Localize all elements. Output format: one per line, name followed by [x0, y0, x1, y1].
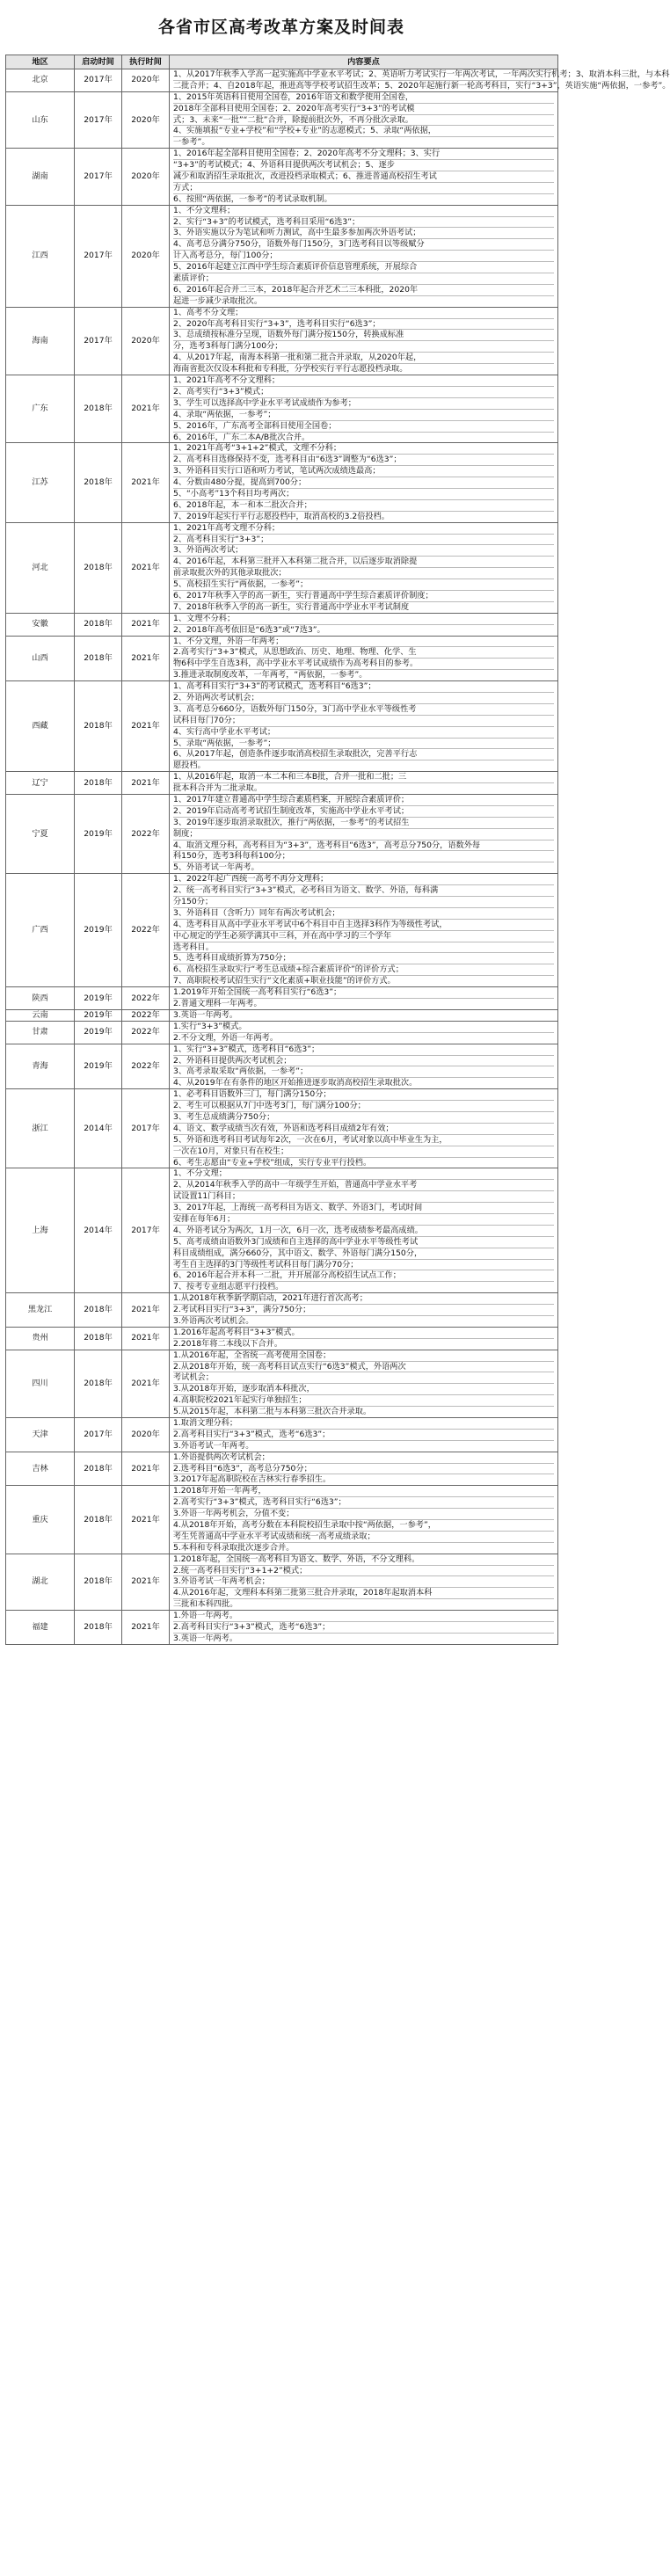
key-point-line: 中心规定的学生必须学满其中三科，并在高中学习的三个学年	[173, 930, 554, 942]
key-points-cell	[170, 1486, 558, 1554]
region-cell: 天津	[6, 1418, 75, 1452]
key-point-line: 1、2021年高考不分文理科；	[173, 375, 280, 386]
key-point-line: “3+3”的考试模式；4、外语科目提供两次考试机会；5、逐步	[173, 159, 554, 171]
table-row	[6, 149, 558, 205]
key-point-line: 2.选考科目“6选3”，高考总分750分；	[173, 1463, 554, 1474]
start-time-cell: 2019年	[75, 1021, 122, 1044]
key-point-line: 1.2018年开始一年两考，	[173, 1486, 266, 1496]
exec-time-cell: 2021年	[122, 522, 170, 613]
key-points-cell	[170, 1009, 558, 1021]
key-point-line: 4、从2019年在有条件的地区开始推进逐步取消高校招生录取批次。	[173, 1077, 554, 1088]
table-row	[6, 443, 558, 522]
key-point-line: 6、2016年，广东二本A/B批次合并。	[173, 432, 554, 443]
exec-time-cell: 2021年	[122, 772, 170, 795]
table-row	[6, 1452, 558, 1486]
key-point-line: 7、高职院校考试招生实行“文化素质+职业技能”的评价方式。	[173, 975, 554, 986]
start-time-cell: 2018年	[75, 772, 122, 795]
key-point-line: 一次在10月，对象只有在校生；	[173, 1146, 554, 1157]
key-point-line: 2.从2018年开始，统一高考科目试点实行“6选3”模式，外语两次	[173, 1361, 554, 1372]
region-cell: 云南	[6, 1009, 75, 1021]
table-header	[6, 55, 558, 69]
key-point-line: 2.普通文理科一年两考。	[173, 998, 554, 1009]
region-cell: 陕西	[6, 987, 75, 1010]
key-point-line: 4、2016年起，本科第三批并入本科第二批合并，以后逐步取消除提	[173, 556, 554, 567]
table-row	[6, 1293, 558, 1328]
region-cell: 贵州	[6, 1327, 75, 1350]
region-cell: 北京	[6, 69, 75, 92]
key-point-line: 1、从2016年起，取消一本二本和三本B批，合并一批和二批；三	[173, 772, 407, 782]
start-time-cell: 2018年	[75, 522, 122, 613]
region-cell: 山西	[6, 636, 75, 681]
key-point-line: 5.从2015年起，本科第二批与本科第三批次合并录取。	[173, 1406, 554, 1417]
start-time-cell: 2018年	[75, 613, 122, 636]
table-row	[6, 69, 558, 92]
key-point-line: 科目成绩组成，满分660分，其中语文、数学、外语每门满分150分，	[173, 1248, 554, 1259]
exec-time-cell: 2021年	[122, 1611, 170, 1645]
key-points-cell	[170, 1021, 558, 1044]
header-start-time: 启动时间	[75, 55, 122, 69]
key-point-line: 2.考试科目实行“3+3”，满分750分；	[173, 1304, 554, 1315]
table-row	[6, 681, 558, 772]
region-cell: 西藏	[6, 681, 75, 772]
region-cell: 湖南	[6, 149, 75, 205]
key-point-line: 6、2016年起合并二三本，2018年起合并艺术二三本科批，2020年	[173, 284, 554, 295]
region-cell: 广西	[6, 874, 75, 987]
key-point-line: 海南省批次仅设本科批和专科批，分学校实行平行志愿投档录取。	[173, 363, 554, 375]
table-row	[6, 91, 558, 148]
key-point-line: 3、外语两次考试；	[173, 544, 554, 556]
region-cell: 广东	[6, 375, 75, 443]
key-points-cell	[170, 1452, 558, 1486]
key-point-line: 1、2022年起广西统一高考不再分文理科；	[173, 874, 329, 884]
key-points-cell	[170, 681, 558, 772]
key-point-line: 安排在每年6月；	[173, 1213, 554, 1225]
exec-time-cell: 2021年	[122, 1350, 170, 1417]
table-row	[6, 1327, 558, 1350]
key-point-line: 6、2017年秋季入学的高一新生，实行普通高中学生综合素质评价制度；	[173, 590, 554, 601]
key-point-line: 4、外语考试分为两次，1月一次，6月一次，选考成绩参考最高成绩。	[173, 1225, 554, 1236]
key-point-line: 1.从2016年起，全省统一高考使用全国卷；	[173, 1350, 331, 1360]
key-point-line: 7、2018年秋季入学的高一新生，实行普通高中学业水平考试制度	[173, 601, 554, 613]
key-point-line: 二批合并；4、自2018年起，推进高等学校考试招生改革；5、2020年起施行新一轮高考科目，实行“3+3”，英语实施“两依据，一参考”。	[173, 80, 670, 91]
header-region: 地区	[6, 55, 75, 69]
key-point-line: 2.不分文理，外语一年两考。	[173, 1032, 554, 1044]
exec-time-cell: 2020年	[122, 1418, 170, 1452]
key-point-line: 3、考生总成绩满分750分；	[173, 1111, 554, 1123]
region-cell: 浙江	[6, 1089, 75, 1168]
start-time-cell: 2019年	[75, 987, 122, 1010]
exec-time-cell: 2021年	[122, 636, 170, 681]
table-row	[6, 307, 558, 375]
key-point-line: 1、高考不分文理；	[173, 307, 244, 317]
key-point-line: 2.高考实行“3+3”模式，选考科目实行“6选3”；	[173, 1496, 554, 1508]
table-row	[6, 613, 558, 636]
key-points-cell	[170, 1327, 558, 1350]
page-title: 各省市区高考改革方案及时间表	[157, 18, 404, 37]
table-row	[6, 1009, 558, 1021]
key-point-line: 5、高校招生实行“两依据，一参考”；	[173, 579, 554, 590]
key-point-line: 3、2017年起，上海统一高考科目为语文、数学、外语3门，考试时间	[173, 1202, 554, 1213]
exec-time-cell: 2021年	[122, 1293, 170, 1328]
key-point-line: 考生自主选择的3门等级性考试科目每门满分70分；	[173, 1259, 554, 1270]
key-point-line: 1、从2017年秋季入学高一起实施高中学业水平考试；2、英语听力考试实行一年两次考试，一年两次实行机考；3、取消本科三批，与本科	[173, 69, 670, 79]
key-point-line: 1、文理不分科；	[173, 613, 236, 623]
key-point-line: 分150分；	[173, 896, 554, 907]
table-row	[6, 1044, 558, 1089]
start-time-cell: 2018年	[75, 1327, 122, 1350]
key-point-line: 5、2016年起建立江西中学生综合素质评价信息管理系统，开展综合	[173, 261, 554, 273]
key-points-cell	[170, 69, 670, 92]
key-points-cell	[170, 636, 558, 681]
key-point-line: 6、考生志愿由“专业+学校”组成，实行专业平行投档。	[173, 1157, 554, 1168]
key-point-line: 2.高考实行“3+3”模式，从思想政治、历史、地理、物理、化学、生	[173, 646, 554, 658]
exec-time-cell: 2022年	[122, 1021, 170, 1044]
key-point-line: 试科目每门70分；	[173, 715, 554, 726]
key-point-line: 起进一步减少录取批次。	[173, 295, 554, 307]
key-point-line: 4、高考总分满分750分，语数外每门150分，3门选考科目以等级赋分	[173, 238, 554, 250]
table-row	[6, 1611, 558, 1645]
start-time-cell: 2014年	[75, 1168, 122, 1293]
key-point-line: 4、取消文理分科，高考科目为“3+3”，选考科目“6选3”，高考总分750分，语数外每	[173, 840, 554, 851]
start-time-cell: 2019年	[75, 1009, 122, 1021]
region-cell: 河北	[6, 522, 75, 613]
key-points-cell	[170, 205, 558, 307]
key-point-line: 2、外语科目提供两次考试机会；	[173, 1055, 554, 1066]
key-point-line: 1.2019年开始全国统一高考科目实行“6选3”；	[173, 987, 342, 998]
key-points-cell	[170, 1168, 558, 1293]
start-time-cell: 2019年	[75, 874, 122, 987]
key-point-line: 1、必考科目语数外三门，每门满分150分；	[173, 1089, 331, 1100]
exec-time-cell: 2021年	[122, 1452, 170, 1486]
key-point-line: 2、考生可以根据从7门中选考3门，每门满分100分；	[173, 1100, 554, 1111]
key-point-line: 2.高考科目实行“3+3”模式，选考“6选3”；	[173, 1429, 554, 1440]
key-point-line: 1.取消文理分科；	[173, 1418, 238, 1428]
exec-time-cell: 2021年	[122, 1554, 170, 1610]
key-point-line: 3.外语一年两考机会，分值不变；	[173, 1508, 554, 1519]
key-point-line: 方式；	[173, 182, 554, 193]
exec-time-cell: 2021年	[122, 613, 170, 636]
key-points-cell	[170, 1350, 558, 1417]
key-point-line: 2.统一高考科目实行“3+1+2”模式；	[173, 1565, 554, 1576]
key-point-line: 1、不分文理科；	[173, 205, 236, 215]
region-cell: 甘肃	[6, 1021, 75, 1044]
key-point-line: 2、2018年高考依旧是“6选3”或“7选3”。	[173, 624, 554, 636]
key-point-line: 5、录取“两依据，一参考”；	[173, 738, 554, 749]
exec-time-cell: 2021年	[122, 681, 170, 772]
key-point-line: 3.英语一年两考。	[173, 1009, 238, 1020]
region-cell: 安徽	[6, 613, 75, 636]
key-point-line: 2、高考科目实行“3+3”；	[173, 534, 554, 545]
key-point-line: 7、2019年起实行平行志愿投档中，取消高校的3.2倍投档。	[173, 511, 554, 522]
region-cell: 上海	[6, 1168, 75, 1293]
key-point-line: 3.推进录取制度改革，一年两考，“两依据，一参考”。	[173, 669, 554, 680]
key-point-line: 选考科目。	[173, 942, 554, 953]
key-point-line: 减少和取消招生录取批次，改进投档录取模式；6、推进普通高校招生考试	[173, 171, 554, 182]
key-points-cell	[170, 375, 558, 443]
start-time-cell: 2017年	[75, 69, 122, 92]
key-point-line: 2、从2014年秋季入学的高中一年级学生开始，普通高中学业水平考	[173, 1179, 554, 1190]
key-point-line: 1、不分文理；	[173, 1168, 227, 1179]
table-body	[6, 69, 670, 1645]
key-point-line: 4、选考科目从高中学业水平考试中6个科目中自主选择3科作为等级性考试，	[173, 919, 554, 930]
table-row	[6, 795, 558, 874]
key-point-line: 一参考”。	[173, 136, 554, 148]
exec-time-cell: 2021年	[122, 1486, 170, 1554]
start-time-cell: 2018年	[75, 443, 122, 522]
exec-time-cell: 2020年	[122, 307, 170, 375]
key-point-line: 7、按考专业组志愿平行投档。	[173, 1281, 554, 1292]
key-point-line: 考生凭普通高中学业水平考试成绩和统一高考成绩录取；	[173, 1531, 554, 1542]
key-point-line: 2、实行“3+3”的考试模式，选考科目采用“6选3”；	[173, 216, 554, 228]
key-point-line: 1.2016年起高考科目“3+3”模式。	[173, 1327, 300, 1337]
key-points-cell	[170, 874, 558, 987]
exec-time-cell: 2020年	[122, 69, 170, 92]
start-time-cell: 2017年	[75, 149, 122, 205]
exec-time-cell: 2021年	[122, 443, 170, 522]
exec-time-cell: 2022年	[122, 1044, 170, 1089]
table-row	[6, 1021, 558, 1044]
key-point-line: 6、2016年起合并本科一二批，并开展部分高校招生试点工作；	[173, 1270, 554, 1281]
key-point-line: 1、不分文理，外语一年两考；	[173, 636, 284, 646]
key-point-line: 5、外语考试一年两考。	[173, 862, 554, 873]
table-row	[6, 375, 558, 443]
key-points-cell	[170, 987, 558, 1010]
key-point-line: 4、从2017年起，南海本科第一批和第二批合并录取，从2020年起，	[173, 352, 554, 363]
key-points-cell	[170, 1611, 558, 1645]
region-cell: 江苏	[6, 443, 75, 522]
key-point-line: 愿投档。	[173, 760, 554, 771]
key-point-line: 1.2018年起，全国统一高考科目为语文、数学、外语，不分文理科。	[173, 1554, 420, 1564]
exec-time-cell: 2020年	[122, 205, 170, 307]
key-point-line: 6、高校招生录取实行“考生总成绩+综合素质评价”的评价方式；	[173, 964, 554, 975]
region-cell: 江西	[6, 205, 75, 307]
key-points-cell	[170, 613, 558, 636]
start-time-cell: 2017年	[75, 205, 122, 307]
key-point-line: 2、高考实行“3+3”模式；	[173, 386, 554, 397]
reform-table	[5, 55, 670, 1645]
key-point-line: 4.从2016年起，文理科本科第二批第三批合并录取，2018年起取消本科	[173, 1587, 554, 1598]
region-cell: 宁夏	[6, 795, 75, 874]
table-row	[6, 636, 558, 681]
exec-time-cell: 2022年	[122, 987, 170, 1010]
region-cell: 重庆	[6, 1486, 75, 1554]
key-point-line: 5、外语和选考科目考试每年2次，一次在6月，考试对象以高中毕业生为主，	[173, 1134, 554, 1146]
table-row	[6, 1089, 558, 1168]
key-points-cell	[170, 1293, 558, 1328]
exec-time-cell: 2020年	[122, 149, 170, 205]
key-point-line: 5、2016年，广东高考全部科目使用全国卷；	[173, 420, 554, 432]
key-point-line: 2.2018年将二本线以下合并。	[173, 1338, 554, 1350]
key-point-line: 4.从2018年开始，高考分数在本科院校招生录取中按“两依据，一参考”，	[173, 1519, 554, 1531]
start-time-cell: 2018年	[75, 1293, 122, 1328]
key-point-line: 批本科合并为二批录取。	[173, 782, 554, 794]
table-row	[6, 1350, 558, 1417]
start-time-cell: 2018年	[75, 1350, 122, 1417]
header-exec-time: 执行时间	[122, 55, 170, 69]
start-time-cell: 2018年	[75, 375, 122, 443]
table-row	[6, 1554, 558, 1610]
table-row	[6, 522, 558, 613]
key-point-line: 1、2015年英语科目使用全国卷，2016年语文和数学使用全国卷，	[173, 91, 414, 102]
exec-time-cell: 2022年	[122, 795, 170, 874]
exec-time-cell: 2017年	[122, 1168, 170, 1293]
exec-time-cell: 2021年	[122, 1327, 170, 1350]
key-point-line: 1、实行“3+3”模式，选考科目“6选3”；	[173, 1044, 320, 1054]
key-point-line: 6、按照“两依据，一参考”的考试录取机制。	[173, 193, 554, 205]
key-point-line: 三批和本科四批。	[173, 1598, 554, 1610]
region-cell: 海南	[6, 307, 75, 375]
key-points-cell	[170, 149, 558, 205]
key-point-line: 1、2021年高考“3+1+2”模式，文理不分科；	[173, 443, 342, 454]
start-time-cell: 2018年	[75, 1554, 122, 1610]
key-point-line: 4、实施填报“专业+学校”和“学校+专业”的志愿模式；5、录取“两依据，	[173, 125, 554, 136]
key-point-line: 3、高考总分660分，语数外每门150分，3门高中学业水平等级性考	[173, 703, 554, 715]
key-point-line: 1、2017年建立普通高中学生综合素质档案，开展综合素质评价；	[173, 795, 410, 804]
key-point-line: 3、外语科目（含听力）同年有两次考试机会；	[173, 907, 554, 919]
key-point-line: 3.外语考试一年两考。	[173, 1440, 554, 1452]
table-row	[6, 1486, 558, 1554]
key-point-line: 物6科中学生自选3科，高中学业水平考试成绩作为高考科目的参考。	[173, 658, 554, 669]
region-cell: 黑龙江	[6, 1293, 75, 1328]
key-point-line: 2、2019年启动高考考试招生制度改革，实施高中学业水平考试；	[173, 805, 554, 817]
start-time-cell: 2018年	[75, 681, 122, 772]
key-point-line: 4、录取“两依据，一参考”；	[173, 409, 554, 420]
key-point-line: 1、2021年高考文理不分科；	[173, 522, 280, 533]
key-point-line: 计入高考总分，每门100分；	[173, 250, 554, 261]
start-time-cell: 2017年	[75, 91, 122, 148]
key-point-line: 2、统一高考科目实行“3+3”模式，必考科目为语文、数学、外语，每科满	[173, 884, 554, 896]
key-point-line: 考试机会；	[173, 1372, 554, 1383]
key-point-line: 3、高考录取采取“两依据，一参考”；	[173, 1066, 554, 1077]
start-time-cell: 2018年	[75, 636, 122, 681]
key-points-cell	[170, 1044, 558, 1089]
key-point-line: 分，选考3科每门满分100分；	[173, 340, 554, 352]
key-point-line: 1、高考科目实行“3+3”的考试模式，选考科目“6选3”；	[173, 681, 376, 692]
table-row	[6, 1168, 558, 1293]
key-point-line: 6、2018年起，本一和本二批次合并；	[173, 499, 554, 511]
region-cell: 福建	[6, 1611, 75, 1645]
start-time-cell: 2018年	[75, 1486, 122, 1554]
table-row	[6, 205, 558, 307]
table-row	[6, 987, 558, 1010]
start-time-cell: 2019年	[75, 1044, 122, 1089]
key-point-line: 3.英语一年两考。	[173, 1633, 554, 1644]
start-time-cell: 2018年	[75, 1611, 122, 1645]
key-point-line: 5.本科和专科录取批次逐步合并。	[173, 1542, 554, 1554]
start-time-cell: 2017年	[75, 1418, 122, 1452]
start-time-cell: 2017年	[75, 307, 122, 375]
key-point-line: 3、2019年逐步取消录取批次，推行“两依据，一参考”的考试招生	[173, 817, 554, 828]
key-point-line: 4、分数由480分提，提高到700分；	[173, 477, 554, 488]
key-point-line: 6、从2017年起，创造条件逐步取消高校招生录取批次，完善平行志	[173, 748, 554, 760]
exec-time-cell: 2022年	[122, 874, 170, 987]
key-point-line: 制度；	[173, 828, 554, 840]
key-points-cell	[170, 443, 558, 522]
key-point-line: 5、高考成绩由语数外3门成绩和自主选择的高中学业水平等级性考试	[173, 1236, 554, 1248]
key-point-line: 4、语文、数学成绩当次有效，外语和选考科目成绩2年有效；	[173, 1123, 554, 1134]
key-point-line: 1.实行“3+3”模式。	[173, 1021, 247, 1031]
key-points-cell	[170, 91, 558, 148]
key-point-line: 2018年全部科目使用全国卷；2、2020年高考实行“3+3”的考试模	[173, 103, 554, 114]
key-points-cell	[170, 772, 558, 795]
key-point-line: 4.高职院校2021年起实行单独招生；	[173, 1394, 554, 1406]
exec-time-cell: 2022年	[122, 1009, 170, 1021]
key-points-cell	[170, 1089, 558, 1168]
key-point-line: 3、总成绩按标准分呈现，语数外每门满分按150分，转换成标准	[173, 329, 554, 340]
key-point-line: 1.外语一年两考。	[173, 1611, 238, 1621]
start-time-cell: 2019年	[75, 795, 122, 874]
table-row	[6, 874, 558, 987]
key-points-cell	[170, 1418, 558, 1452]
key-point-line: 4、实行高中学业水平考试；	[173, 726, 554, 738]
key-point-line: 5、“小高考”13个科目均考两次；	[173, 488, 554, 499]
key-point-line: 3.外语考试一年两考机会；	[173, 1575, 554, 1587]
start-time-cell: 2018年	[75, 1452, 122, 1486]
region-cell: 辽宁	[6, 772, 75, 795]
key-point-line: 3、外语实施以分为笔试和听力测试，高中生最多参加两次外语考试；	[173, 227, 554, 238]
region-cell: 四川	[6, 1350, 75, 1417]
key-point-line: 2、2020年高考科目实行“3+3”，选考科目实行“6选3”；	[173, 318, 554, 330]
key-point-line: 式；3、未来“一批”“二批”合并，除提前批次外，不再分批次录取。	[173, 114, 554, 126]
key-point-line: 2、高考科目选修保持不变，选考科目由“6选3”调整为“6选3”；	[173, 454, 554, 465]
key-points-cell	[170, 1554, 558, 1610]
key-point-line: 2、外语两次考试机会；	[173, 692, 554, 703]
key-points-cell	[170, 522, 558, 613]
key-point-line: 3.从2018年开始，逐步取消本科批次，	[173, 1383, 554, 1394]
region-cell: 青海	[6, 1044, 75, 1089]
exec-time-cell: 2017年	[122, 1089, 170, 1168]
key-point-line: 1.从2018年秋季新学期启动，2021年进行首次高考；	[173, 1293, 368, 1304]
header-key-points: 内容要点	[170, 55, 558, 69]
exec-time-cell: 2021年	[122, 375, 170, 443]
exec-time-cell: 2020年	[122, 91, 170, 148]
key-point-line: 3.2017年起高职院校在吉林实行春季招生。	[173, 1474, 554, 1485]
key-point-line: 前录取批次外的其他录取批次；	[173, 567, 554, 579]
key-point-line: 5、选考科目成绩折算为750分；	[173, 952, 554, 964]
key-point-line: 3.外语两次考试机会。	[173, 1315, 554, 1327]
key-point-line: 科150分，选考3科每科100分；	[173, 850, 554, 862]
key-point-line: 素质评价；	[173, 273, 554, 284]
key-points-cell	[170, 307, 558, 375]
key-point-line: 2.高考科目实行“3+3”模式，选考“6选3”；	[173, 1621, 554, 1633]
region-cell: 山东	[6, 91, 75, 148]
key-points-cell	[170, 795, 558, 874]
table-row	[6, 1418, 558, 1452]
key-point-line: 3、外语科目实行口语和听力考试，笔试两次成绩选最高；	[173, 465, 554, 477]
start-time-cell: 2014年	[75, 1089, 122, 1168]
key-point-line: 试设置11门科目；	[173, 1190, 554, 1202]
region-cell: 湖北	[6, 1554, 75, 1610]
table-row	[6, 772, 558, 795]
key-point-line: 1、2016年起全部科目使用全国卷；2、2020年高考不分文理科；3、实行	[173, 149, 441, 159]
region-cell: 吉林	[6, 1452, 75, 1486]
key-point-line: 3、学生可以选择高中学业水平考试成绩作为参考；	[173, 397, 554, 409]
key-point-line: 1.外语提供两次考试机会；	[173, 1452, 270, 1462]
